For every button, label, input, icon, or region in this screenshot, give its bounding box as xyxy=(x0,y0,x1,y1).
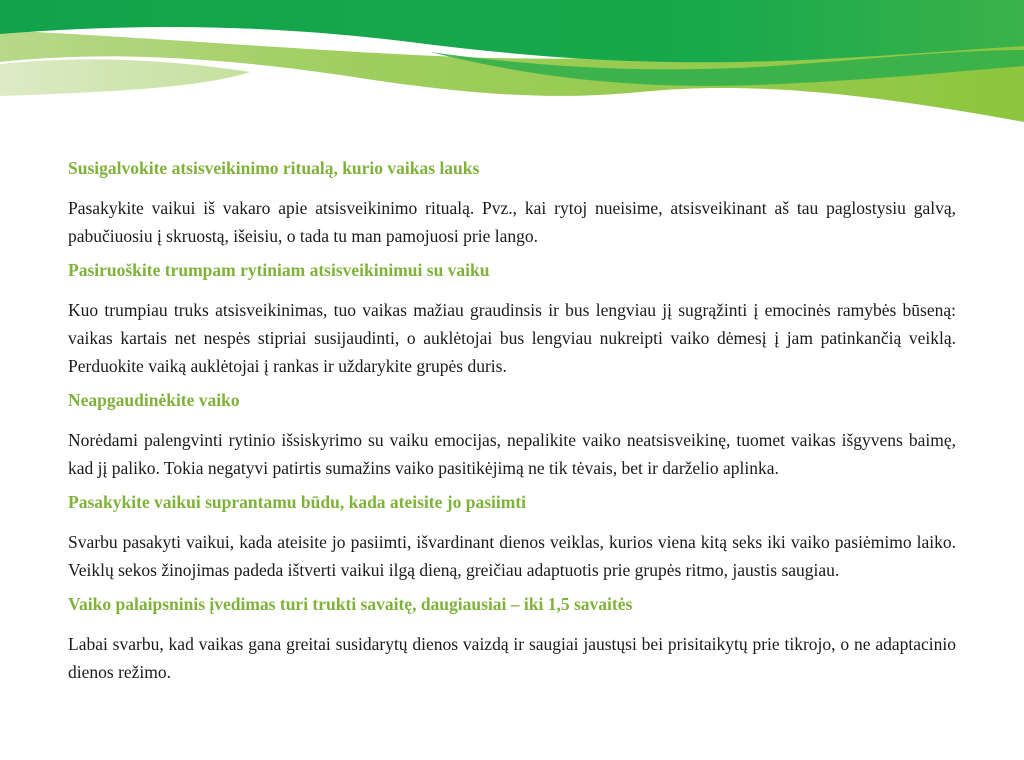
section-body: Kuo trumpiau truks atsisveikinimas, tuo vaikas mažiau graudinsis ir bus lengviau jį sugrąžinti į emocinės ramybės būseną: vaikas kartais net nespės stipriai susijaudinti, o auklėtojai bus lengviau nukreipti vaiko dėmesį į jam patinkančią veiklą. Perduokite vaiką auklėtojai į rankas ir uždarykite grupės duris. xyxy=(68,300,956,376)
section-heading: Vaiko palaipsninis įvedimas turi trukti savaitę, daugiausiai – iki 1,5 savaitės xyxy=(68,594,633,614)
header-wave-decoration xyxy=(0,0,1024,130)
section-do-not-deceive xyxy=(68,388,956,482)
section-body: Norėdami palengvinti rytinio išsiskyrimo su vaiku emocijas, nepalikite vaiko neatsisveikinę, tuomet vaikas išgyvens baimę, kad jį paliko. Tokia negatyvi patirtis sumažins vaiko pasitikėjimą ne tik tėvais, bet ir darželio aplinka. xyxy=(68,430,956,478)
section-body: Labai svarbu, kad vaikas gana greitai susidarytų dienos vaizdą ir saugiai jaustųsi bei prisitaikytų prie tikrojo, o ne adaptacinio dienos režimo. xyxy=(68,634,956,682)
section-gradual-introduction xyxy=(68,592,956,686)
section-short-farewell xyxy=(68,258,956,380)
section-pickup-time xyxy=(68,490,956,584)
section-body: Svarbu pasakyti vaikui, kada ateisite jo pasiimti, išvardinant dienos veiklas, kurios viena kitą seks iki vaiko pasiėmimo laiko. Veiklų sekos žinojimas padeda ištverti vaikui ilgą dieną, greičiau adaptuotis prie grupės ritmo, jaustis saugiau. xyxy=(68,532,956,580)
section-body: Pasakykite vaikui iš vakaro apie atsisveikinimo ritualą. Pvz., kai rytoj nueisime, atsisveikinant aš tau paglostysiu galvą, pabučiuosiu į skruostą, išeisiu, o tada tu man pamojuosi prie lango. xyxy=(68,198,956,246)
section-heading: Susigalvokite atsisveikinimo ritualą, kurio vaikas lauks xyxy=(68,158,480,178)
section-heading: Pasakykite vaikui suprantamu būdu, kada ateisite jo pasiimti xyxy=(68,492,527,512)
section-farewell-ritual xyxy=(68,156,956,250)
section-heading: Pasiruoškite trumpam rytiniam atsisveikinimui su vaiku xyxy=(68,260,490,280)
article-content xyxy=(68,156,956,694)
section-heading: Neapgaudinėkite vaiko xyxy=(68,390,240,410)
